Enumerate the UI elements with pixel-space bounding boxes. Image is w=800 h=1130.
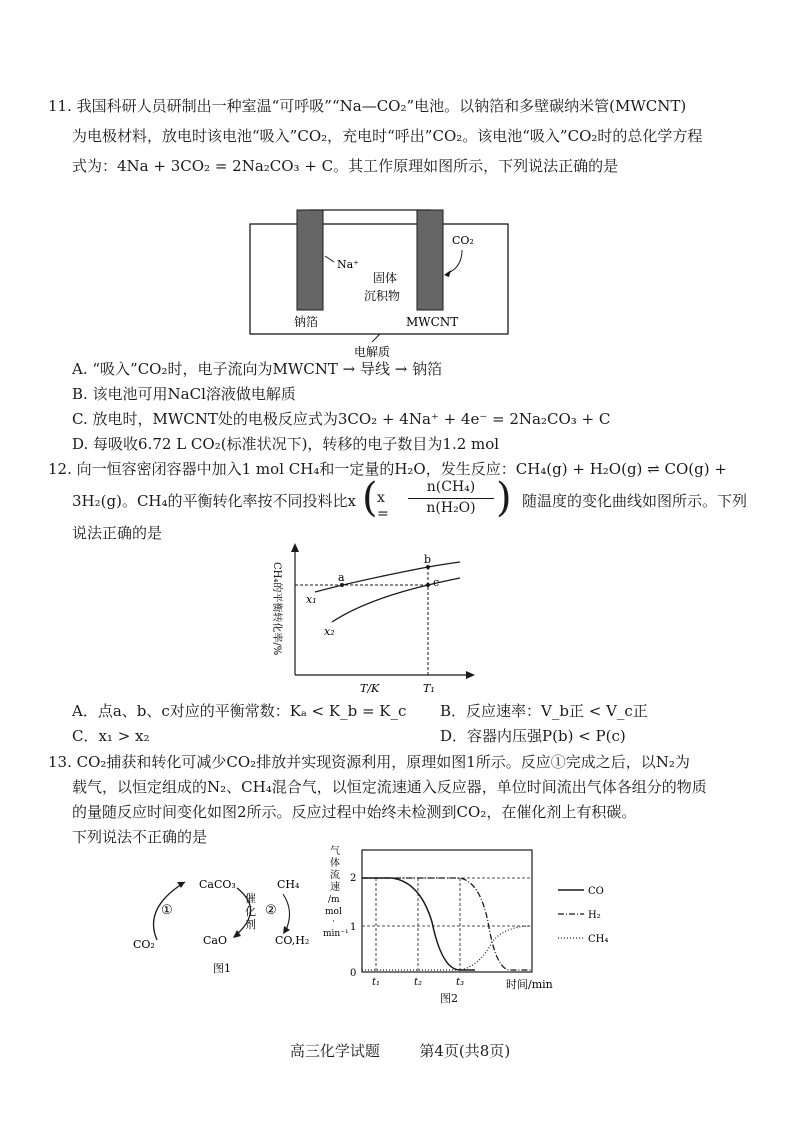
- q11-option-c: C. 放电时，MWCNT处的电极反应式为3CO₂ + 4Na⁺ + 4e⁻ = 2Na₂CO₃ + C: [72, 410, 611, 428]
- electrolyte-pointer: [372, 334, 380, 342]
- co2-arrowhead: [444, 270, 451, 277]
- legend-ch4-label: CH₄: [588, 934, 609, 945]
- y-label-2: 流: [330, 870, 340, 881]
- q13-line2: 载气，以恒定组成的N₂、CH₄混合气，以恒定流速通入反应器，单位时间流出气体各组分的物质: [72, 778, 707, 796]
- page-footer: [0, 1040, 800, 1061]
- point-c: [426, 583, 430, 587]
- h2-curve: [362, 878, 532, 970]
- step-1-label: ①: [161, 903, 173, 918]
- q13-line1: 13. CO₂捕获和转化可减少CO₂排放并实现资源利用，原理如图1所示。反应①完成之后，以N₂为: [48, 753, 690, 771]
- fraction-lhs: x =: [377, 490, 389, 522]
- y-tick-0: 0: [350, 968, 357, 979]
- legend-co-label: CO: [588, 886, 604, 897]
- q11-line3: 式为：4Na + 3CO₂ = 2Na₂CO₃ + C。其工作原理如图所示，下列说法正确的是: [72, 157, 619, 175]
- x-tick-t2: t₂: [414, 977, 423, 988]
- y-tick-1: 1: [350, 922, 357, 933]
- ch4-label: CH₄: [277, 878, 300, 891]
- step-2-label: ②: [265, 903, 277, 918]
- caco3-label: CaCO₃: [199, 878, 236, 891]
- x-axis-label: 时间/min: [506, 978, 553, 991]
- co2-label: CO₂: [452, 234, 474, 247]
- y-label-5: mol: [325, 907, 342, 917]
- q12-line3: 说法正确的是: [72, 524, 163, 542]
- fraction-denominator: n(H₂O): [426, 500, 476, 516]
- ch4-arrowhead: [283, 926, 290, 934]
- plot-frame: [362, 850, 532, 972]
- na-ion-arrow: [325, 256, 334, 262]
- label-x1: x₁: [306, 593, 317, 606]
- x-tick-t3: t₃: [456, 977, 465, 988]
- na-ion-label: Na⁺: [337, 258, 359, 271]
- x-tick-t1: t₁: [372, 977, 381, 988]
- footer-title: 高三化学试题: [289, 1042, 380, 1060]
- y-axis-label: [271, 562, 284, 655]
- q11-option-a: A. “吸入”CO₂时，电子流向为MWCNT → 导线 → 钠箔: [72, 360, 443, 378]
- left-electrode-label: 钠箔: [294, 315, 319, 329]
- external-wire: [310, 210, 430, 244]
- y-label-3: 速: [330, 882, 340, 893]
- x-axis-arrow: [466, 671, 475, 679]
- q12-line2a: 3H₂(g)。CH₄的平衡转化率按不同投料比x: [72, 492, 356, 510]
- label-c: c: [433, 576, 440, 589]
- x-axis-label: T/K: [360, 682, 380, 695]
- y-label-6: ·: [332, 917, 335, 927]
- figure-2-flow-graph: [320, 842, 620, 1012]
- legend-h2-label: H₂: [588, 910, 601, 921]
- label-b: b: [424, 553, 432, 566]
- q13-line4: 下列说法不正确的是: [72, 828, 208, 846]
- catalyst-char-1: 催: [245, 892, 256, 905]
- fraction-numerator: n(CH₄): [426, 479, 476, 495]
- y-label-7: min⁻¹: [323, 929, 349, 939]
- figure-2-caption: 图2: [440, 992, 458, 1005]
- q11-line1: 11. 我国科研人员研制出一种室温“可呼吸”“Na—CO₂”电池。以钠箔和多壁碳纳米管(MWCNT): [48, 97, 687, 115]
- q11-option-b: B. 该电池可用NaCl溶液做电解质: [72, 385, 296, 403]
- co2-arrow: [446, 250, 462, 274]
- products-label: CO,H₂: [275, 934, 310, 947]
- mwcnt-electrode: [417, 210, 443, 310]
- sodium-foil-electrode: [297, 210, 323, 310]
- catalyst-char-3: 剂: [245, 918, 256, 931]
- figure-1-caption: 图1: [213, 962, 231, 975]
- figure-1-cycle: [125, 862, 325, 982]
- footer-page-number: 第4页(共8页): [419, 1042, 511, 1060]
- q11-option-d: D. 每吸收6.72 L CO₂(标准状况下)，转移的电子数目为1.2 mol: [72, 435, 500, 453]
- deposit-label-2: 沉积物: [364, 289, 401, 303]
- q12-option-c: C．x₁ > x₂: [72, 727, 150, 745]
- y-label-0: 气: [330, 846, 340, 857]
- label-x2: x₂: [324, 625, 335, 638]
- y-label-1: 体: [330, 858, 340, 869]
- q12-line2b: 随温度的变化曲线如图所示。下列: [522, 492, 748, 510]
- q11-line2: 为电极材料，放电时该电池“吸入”CO₂，充电时“呼出”CO₂。该电池“吸入”CO₂时的总化学方程: [72, 127, 703, 145]
- y-label-4: /m: [328, 895, 340, 905]
- right-electrode-label: MWCNT: [406, 315, 459, 329]
- y-label-text: CH₄的平衡转化率/%: [271, 562, 282, 656]
- catalyst-char-2: 化: [245, 905, 256, 918]
- cao-label: CaO: [203, 934, 227, 947]
- y-tick-2: 2: [350, 873, 357, 884]
- deposit-label-1: 固体: [373, 271, 398, 285]
- q12-option-b: B．反应速率：V_b正 < V_c正: [440, 702, 648, 720]
- q12-option-a: A．点a、b、c对应的平衡常数：Kₐ < K_b = K_c: [72, 702, 407, 720]
- q13-line3: 的量随反应时间变化如图2所示。反应过程中始终未检测到CO₂，在催化剂上有积碳。: [72, 803, 637, 821]
- electrolyte-label: 电解质: [354, 345, 391, 359]
- y-axis-arrow: [291, 543, 299, 552]
- conversion-graph: [250, 540, 480, 700]
- co2-label: CO₂: [133, 938, 155, 951]
- q12-line1: 12. 向一恒容密闭容器中加入1 mol CH₄和一定量的H₂O，发生反应：CH₄(g) + H₂O(g) ⇌ CO(g) +: [48, 460, 727, 478]
- label-a: a: [338, 571, 345, 584]
- q12-option-d: D．容器内压强P(b) < P(c): [440, 727, 626, 745]
- battery-diagram: [230, 200, 530, 360]
- co-curve: [362, 878, 475, 970]
- label-t1: T₁: [423, 682, 435, 695]
